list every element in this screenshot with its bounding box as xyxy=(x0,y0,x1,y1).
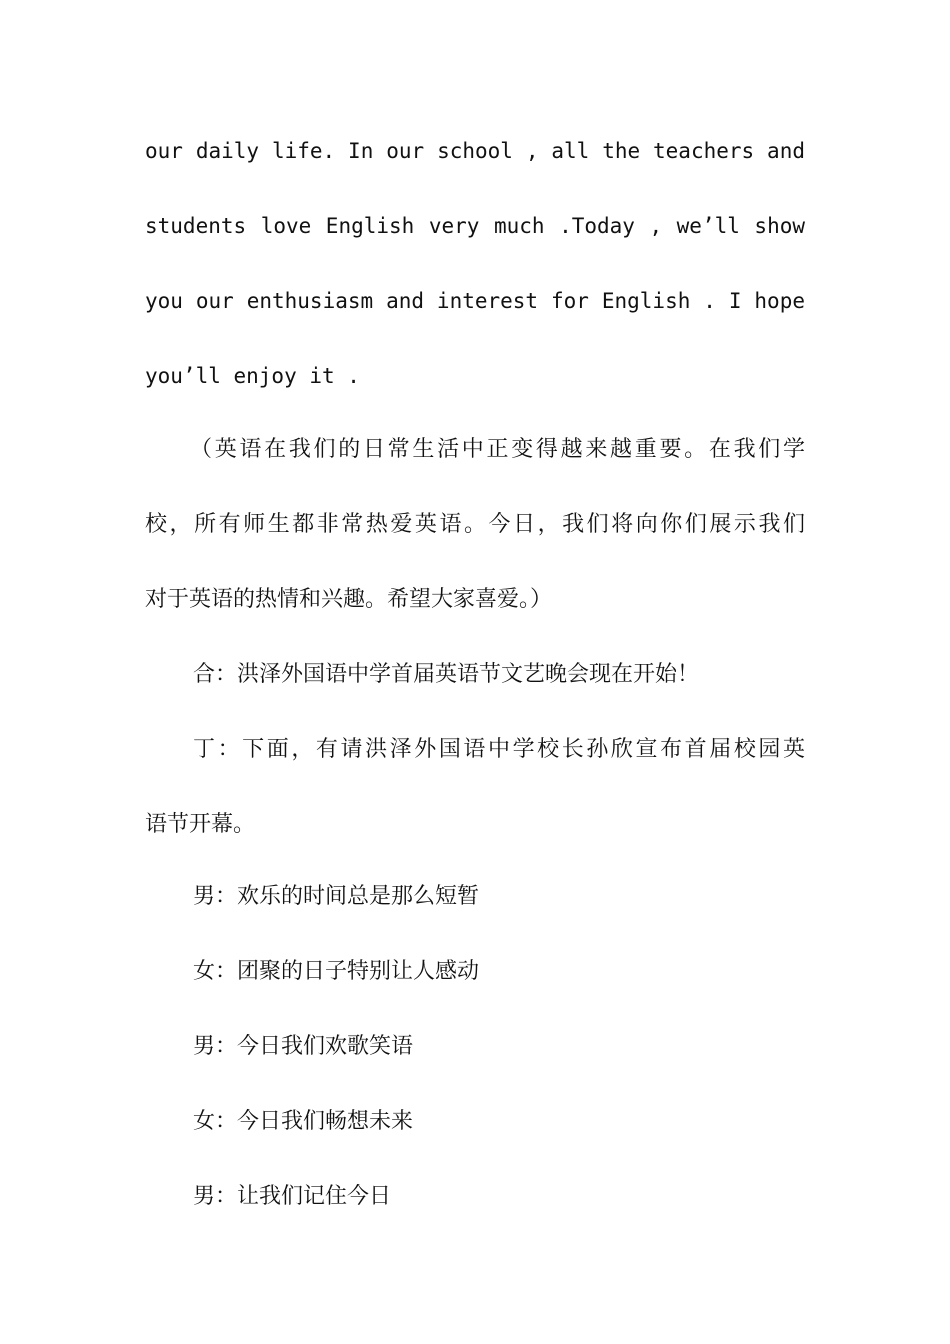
script-line-7: 女：今日我们畅想未来 xyxy=(193,1109,414,1134)
script-line-1: 合：洪泽外国语中学首届英语节文艺晚会现在开始！ xyxy=(193,662,700,687)
script-line-3: 语节开幕。 xyxy=(145,812,256,837)
script-line-2: 丁：下面，有请洪泽外国语中学校长孙欣宣布首届校园英 xyxy=(193,737,805,762)
script-line-5: 女：团聚的日子特别让人感动 xyxy=(193,959,480,984)
english-line-3: you our enthusiasm and interest for English . I hope xyxy=(145,289,805,313)
script-line-6: 男：今日我们欢歌笑语 xyxy=(193,1034,414,1059)
english-line-2: students love English very much .Today , we’ll show xyxy=(145,214,805,238)
chinese-line-1: （英语在我们的日常生活中正变得越来越重要。在我们学 xyxy=(190,437,805,462)
script-line-8: 男：让我们记住今日 xyxy=(193,1184,392,1209)
english-line-1: our daily life. In our school , all the teachers and xyxy=(145,139,805,163)
chinese-line-2: 校，所有师生都非常热爱英语。今日，我们将向你们展示我们 xyxy=(145,512,805,537)
script-line-4: 男：欢乐的时间总是那么短暂 xyxy=(193,884,480,909)
english-line-4: you’ll enjoy it . xyxy=(145,364,360,388)
chinese-line-3: 对于英语的热情和兴趣。希望大家喜爱。） xyxy=(145,587,553,612)
